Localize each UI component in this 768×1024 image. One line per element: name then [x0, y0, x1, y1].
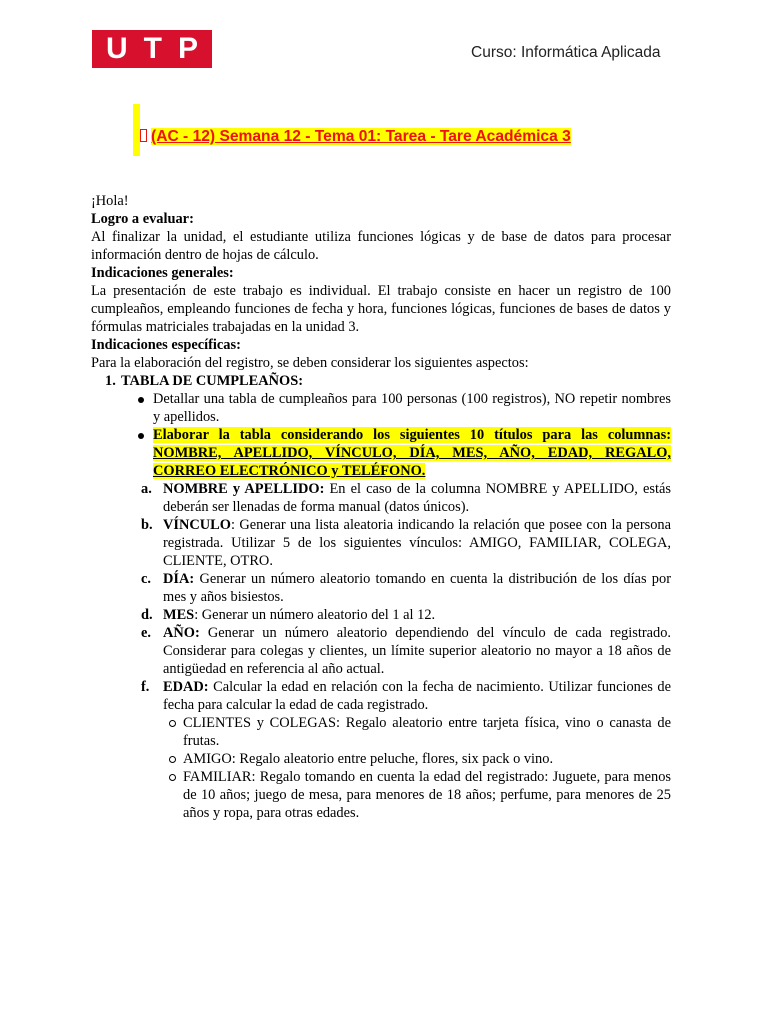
- bullet-text: [153, 426, 671, 480]
- greeting: ¡Hola!: [91, 193, 129, 209]
- alpha-item: [91, 516, 671, 570]
- alpha-letter: f.: [141, 679, 150, 695]
- circle-bullet-icon: [169, 750, 183, 768]
- alpha-letter: a.: [141, 481, 152, 497]
- alpha-text: [163, 678, 671, 714]
- bullet-item: [91, 390, 671, 426]
- course-name: Curso: Informática Aplicada: [471, 44, 661, 61]
- especificas-intro: Para la elaboración del registro, se deben considerar los siguientes aspectos:: [91, 355, 529, 371]
- sub-item: [91, 750, 671, 768]
- bullet-icon: [138, 390, 153, 426]
- assignment-title: [140, 127, 571, 147]
- bullet-icon: [138, 426, 153, 480]
- logro-text: Al finalizar la unidad, el estudiante utiliza funciones lógicas y de base de datos para procesar información dentro de hojas de cálculo.: [91, 229, 671, 263]
- logo-letter-p: P: [177, 32, 198, 65]
- alpha-desc: Generar un número aleatorio tomando en cuenta la distribución de los días por mes y años bisiestos.: [163, 571, 671, 605]
- alpha-desc: Calcular la edad en relación con la fecha de nacimiento. Utilizar funciones de fecha para calcular la edad de cada registrado.: [163, 679, 671, 713]
- document-body: [91, 192, 671, 822]
- list-item-tabla: [91, 372, 671, 390]
- alpha-term: EDAD:: [163, 679, 209, 695]
- alpha-desc: : Generar una lista aleatoria indicando la relación que posee con la persona registrada. Utilizar 5 de los siguientes vínculos: AMIGO, FAMILIAR, COLEGA, CLIENTE, OTRO.: [163, 517, 671, 569]
- missing-glyph-icon: [140, 129, 147, 142]
- sub-item-text: FAMILIAR: Regalo tomando en cuenta la edad del registrado: Juguete, para menos de 10 años; juego de mesa, para menores de 18 años; perfume, para menores de 25 años y ropa, para otras edades.: [183, 769, 671, 821]
- logro-heading: Logro a evaluar:: [91, 211, 194, 227]
- alpha-text: [163, 516, 671, 570]
- highlighted-lead: Elaborar la tabla considerando los siguientes 10 títulos para las columnas:: [153, 427, 671, 443]
- circle-bullet-icon: [169, 714, 183, 750]
- sub-item: [91, 768, 671, 822]
- alpha-term: AÑO:: [163, 625, 200, 641]
- alpha-letter: c.: [141, 571, 151, 587]
- list-number: 1.: [105, 373, 116, 389]
- alpha-term: MES: [163, 607, 195, 623]
- alpha-item: [91, 480, 671, 516]
- alpha-text: [163, 480, 671, 516]
- alpha-letter: b.: [141, 517, 153, 533]
- alpha-text: [163, 570, 671, 606]
- alpha-term: DÍA:: [163, 571, 195, 587]
- alpha-text: [163, 624, 671, 678]
- alpha-desc: En el caso de la columna NOMBRE y APELLIDO, estás deberán ser llenadas de forma manual (datos únicos).: [163, 481, 671, 515]
- list-label: TABLA DE CUMPLEAÑOS:: [121, 373, 304, 389]
- generales-heading: Indicaciones generales:: [91, 265, 234, 281]
- alpha-item: [91, 624, 671, 678]
- sub-item-text: CLIENTES y COLEGAS: Regalo aleatorio entre tarjeta física, vino o canasta de frutas.: [183, 715, 671, 749]
- bullet-text: Detallar una tabla de cumpleaños para 100 personas (100 registros), NO repetir nombres y apellidos.: [153, 391, 671, 425]
- alpha-letter: e.: [141, 625, 151, 641]
- utp-logo: [92, 30, 212, 68]
- title-highlight-mark: [133, 104, 140, 156]
- alpha-letter: d.: [141, 607, 153, 623]
- generales-text: La presentación de este trabajo es individual. El trabajo consiste en hacer un registro de 100 cumpleaños, empleando funciones de fecha y hora, funciones lógicas, funciones de bases de datos y fórmulas matriciales trabajadas en la unidad 3.: [91, 283, 671, 335]
- highlighted-titles: NOMBRE, APELLIDO, VÍNCULO, DÍA, MES, AÑO, EDAD, REGALO, CORREO ELECTRÓNICO y TELÉFONO.: [153, 445, 671, 479]
- circle-bullet-icon: [169, 768, 183, 822]
- alpha-term: VÍNCULO: [163, 517, 231, 533]
- sub-item-text: AMIGO: Regalo aleatorio entre peluche, flores, six pack o vino.: [183, 751, 554, 767]
- logo-letter-u: U: [105, 32, 128, 65]
- alpha-item: [91, 678, 671, 714]
- logo-letter-t: T: [143, 32, 162, 65]
- alpha-text: [163, 606, 671, 624]
- bullet-item-highlighted: [91, 426, 671, 480]
- assignment-title-text: (AC - 12) Semana 12 - Tema 01: Tarea - Tare Académica 3: [151, 128, 571, 145]
- especificas-heading: Indicaciones específicas:: [91, 337, 241, 353]
- alpha-desc: Generar un número aleatorio dependiendo del vínculo de cada registrado. Considerar para colegas y clientes, un límite superior aleatorio no mayor a 18 años de antigüedad en referencia al año actual.: [163, 625, 671, 677]
- alpha-desc: : Generar un número aleatorio del 1 al 12.: [194, 607, 436, 623]
- sub-item: [91, 714, 671, 750]
- alpha-term: NOMBRE y APELLIDO:: [163, 481, 325, 497]
- alpha-item: [91, 606, 671, 624]
- alpha-item: [91, 570, 671, 606]
